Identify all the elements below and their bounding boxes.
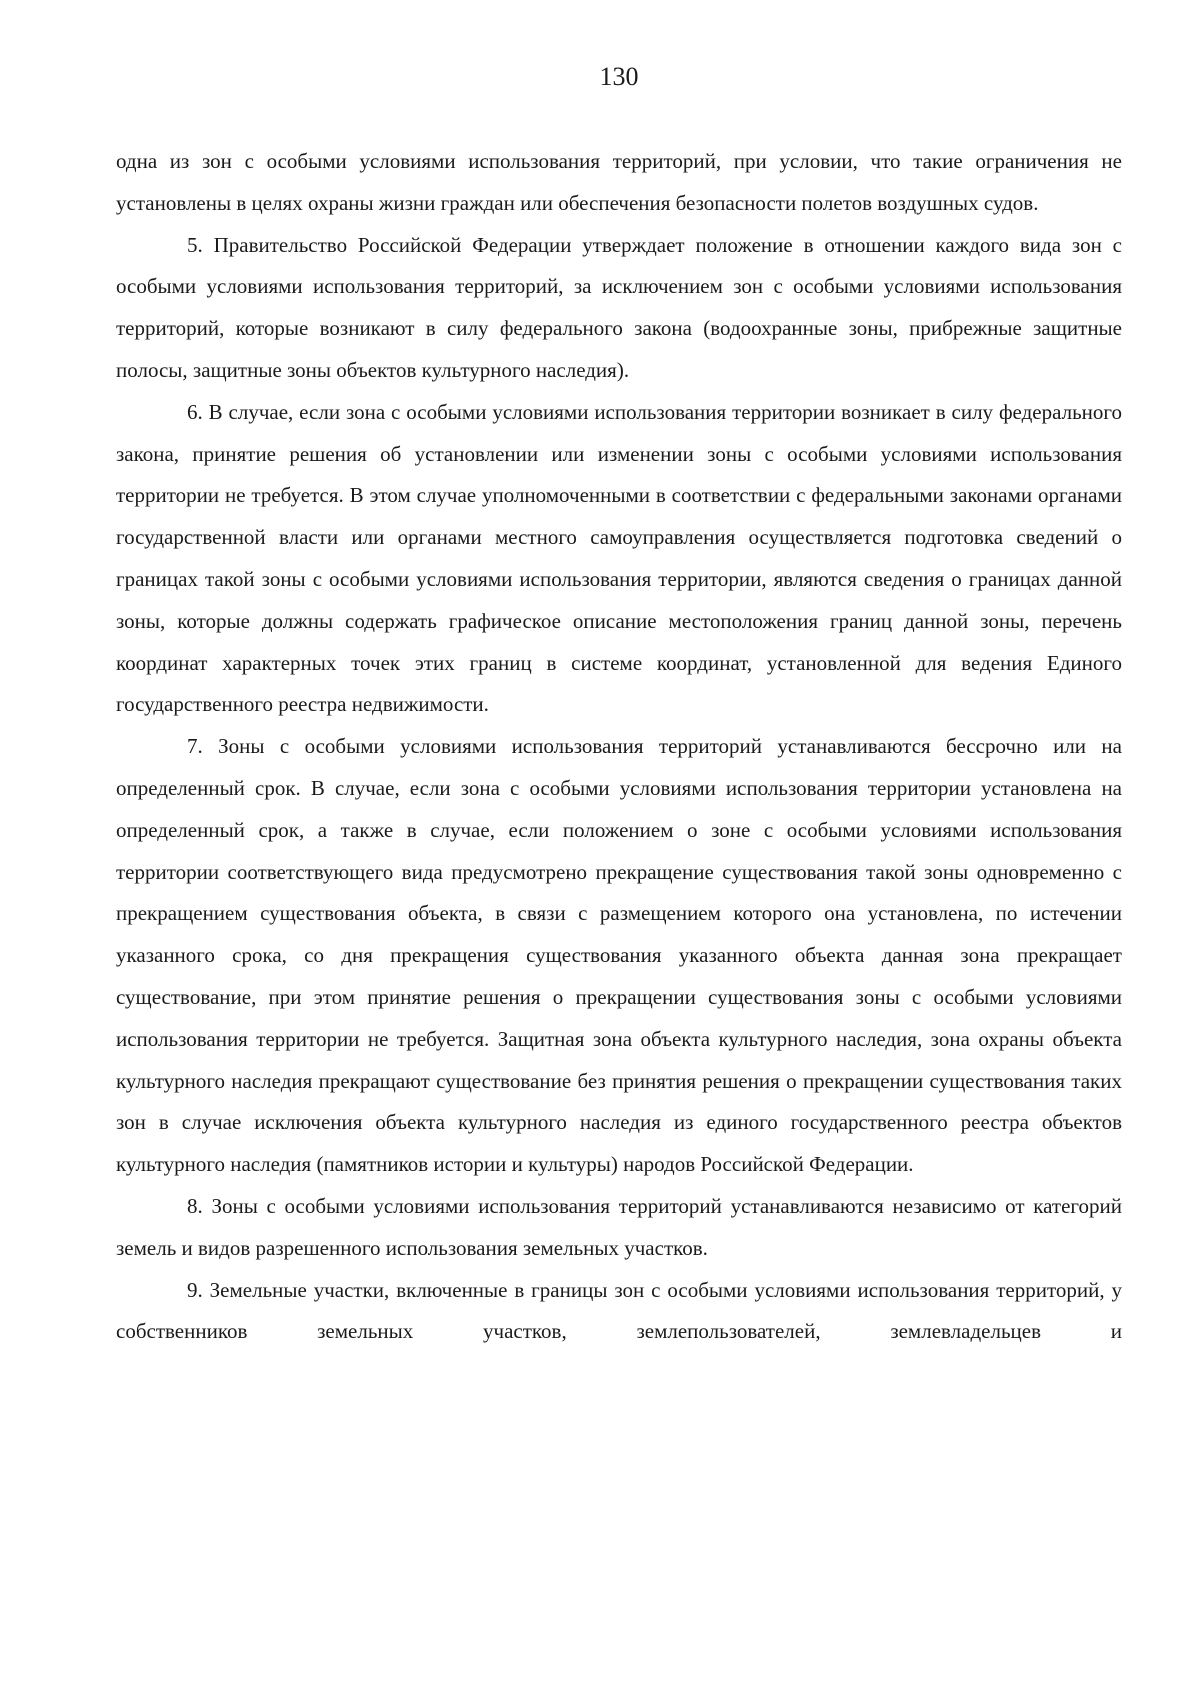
paragraph-item-6: 6. В случае, если зона с особыми условиями использования территории возникает в силу федерального закона, принятие решения об установлении или изменении зоны с особыми условиями использования территории не требуется. В этом случае уполномоченными в соответствии с федеральными законами органами государственной власти или органами местного самоуправления осуществляется подготовка сведений о границах такой зоны с особыми условиями использования территории, являются сведения о границах данной зоны, которые должны содержать графическое описание местоположения границ данной зоны, перечень координат характерных точек этих границ в системе координат, установленной для ведения Единого государственного реестра недвижимости. — [116, 399, 1122, 717]
paragraph-continuation: одна из зон с особыми условиями использования территорий, при условии, что такие ограничения не установлены в целях охраны жизни граждан или обеспечения безопасности полетов воздушных судов. — [116, 149, 1122, 215]
paragraph-item-7: 7. Зоны с особыми условиями использования территорий устанавливаются бессрочно или на определенный срок. В случае, если зона с особыми условиями использования территории установлена на определенный срок, а также в случае, если положением о зоне с особыми условиями использования территории соответствующего вида предусмотрено прекращение существования такой зоны одновременно с прекращением существования объекта, в связи с размещением которого она установлена, по истечении указанного срока, со дня прекращения существования указанного объекта данная зона прекращает существование, при этом принятие решения о прекращении существования зоны с особыми условиями использования территории не требуется. Защитная зона объекта культурного наследия, зона охраны объекта культурного наследия прекращают существование без принятия решения о прекращении существования таких зон в случае исключения объекта культурного наследия из единого государственного реестра объектов культурного наследия (памятников истории и культуры) народов Российской Федерации. — [116, 734, 1122, 1177]
page-number: 130 — [599, 62, 639, 91]
paragraph-item-8: 8. Зоны с особыми условиями использования территорий устанавливаются независимо от категорий земель и видов разрешенного использования земельных участков. — [116, 1193, 1122, 1260]
document-page — [116, 60, 1122, 1353]
paragraph-item-9: 9. Земельные участки, включенные в границы зон с особыми условиями использования территорий, у собственников земельных участков, землепользователей, землевладельцев и — [116, 1277, 1122, 1344]
paragraph-item-5: 5. Правительство Российской Федерации утверждает положение в отношении каждого вида зон с особыми условиями использования территорий, за исключением зон с особыми условиями использования территорий, которые возникают в силу федерального закона (водоохранные зоны, прибрежные защитные полосы, защитные зоны объектов культурного наследия). — [116, 232, 1122, 382]
